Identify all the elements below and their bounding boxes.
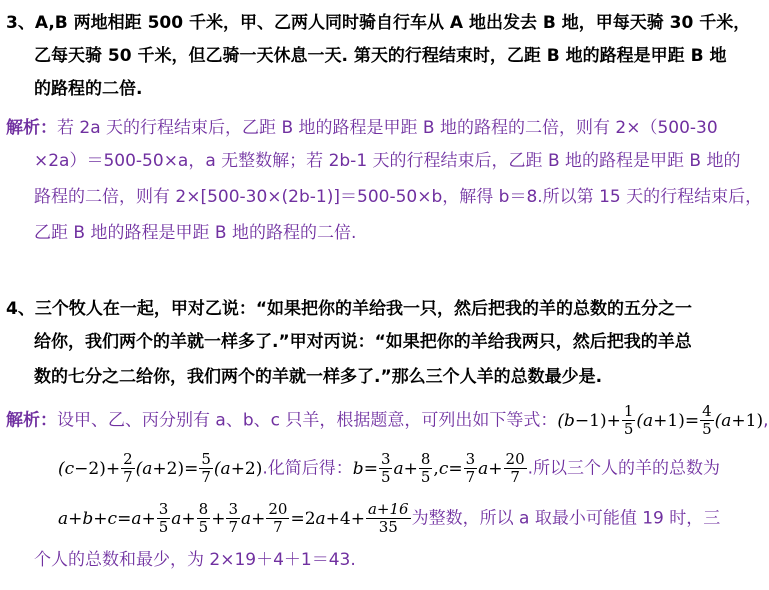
- text-simplify: .化简后得：: [262, 458, 353, 479]
- analysis-text-1: 设甲、乙、丙分别有 a、b、c 只羊，根据题意，可列出如下等式：: [57, 410, 558, 431]
- fraction: $\frac{20}{7}$: [505, 450, 525, 486]
- analysis-text-1: 若 2a 天的行程结束后，乙距 B 地的路程是甲距 B 地的路程的二倍，则有 2×（500-30: [57, 118, 718, 138]
- fraction: $\frac{a+16}{35}$: [367, 500, 409, 536]
- equation-sum: a+b+c=a+ $\frac{3}{5}$ a+ $\frac{8}{5}$ + $\frac{3}{7}$ a+ $\frac{20}{7}$ =2a+4+ $\frac{a+16}{35}$: [58, 500, 409, 536]
- fraction: $\frac{3}{5}$: [158, 500, 169, 536]
- problem-4-text-3: 数的七分之二给你，我们两个的羊就一样多了.”那么三个人羊的总数最少是.: [34, 367, 603, 387]
- problem-4-analysis-line-4: 个人的总数和最少，为 2×19＋4＋1＝43.: [34, 550, 356, 570]
- fraction: $\frac{3}{5}$: [380, 450, 391, 486]
- fraction: $\frac{3}{7}$: [465, 450, 476, 486]
- problem-3-line-1: [6, 12, 750, 34]
- problem-4-text-1: 三个牧人在一起，甲对乙说：“如果把你的羊给我一只，然后把我的羊的总数的五分之一: [34, 299, 693, 319]
- text-total: .所以三个人的羊的总数为: [527, 458, 721, 479]
- problem-3-analysis-line-3: 路程的二倍，则有 2×[500-30×(2b-1)]＝500-50×b，解得 b＝8.所以第 15 天的行程结束后，: [34, 187, 763, 207]
- problem-3-text-3: 的路程的二倍.: [34, 79, 143, 99]
- problem-3-text-1: A,B 两地相距 500 千米，甲、乙两人同时骑自行车从 A 地出发去 B 地，甲每天骑 30 千米，: [34, 13, 751, 33]
- text-integer: 为整数，所以 a 取最小可能值 19 时，三: [411, 508, 721, 529]
- problem-3-text-2: 乙每天骑 50 千米，但乙骑一天休息一天. 第天的行程结束时，乙距 B 地的路程是甲距 B 地: [34, 46, 727, 66]
- fraction: $\frac{8}{5}$: [198, 500, 209, 536]
- problem-3-analysis-line-1: [6, 117, 718, 139]
- problem-3-analysis-line-4: 乙距 B 地的路程是甲距 B 地的路程的二倍.: [34, 223, 357, 243]
- fraction: $\frac{3}{7}$: [228, 500, 238, 536]
- problem-3-number: 3、: [6, 13, 35, 33]
- problem-4-analysis-line-2: [58, 451, 720, 486]
- fraction: $\frac{8}{5}$: [420, 450, 431, 486]
- equation-1: (b−1)+ $\frac{1}{5}$ (a+1)= $\frac{4}{5}$ (a+1): [557, 402, 764, 438]
- fraction: $\frac{20}{7}$: [268, 500, 288, 536]
- problem-4-analysis-line-3: [58, 501, 720, 536]
- problem-4-analysis-line-1: 解析：设甲、乙、丙分别有 a、b、c 只羊，根据题意，可列出如下等式：(b−1)+ $\frac{1}{5}$ (a+1)= $\frac{4}{5}$ (a+1),: [6, 402, 769, 438]
- analysis-label: 解析：: [6, 118, 57, 138]
- fraction: $\frac{2}{7}$: [123, 450, 133, 486]
- fraction: $\frac{1}{5}$: [623, 402, 634, 438]
- problem-4-number: 4、: [6, 299, 35, 319]
- equation-simplified: b= $\frac{3}{5}$ a+ $\frac{8}{5}$ ,c= $\frac{3}{7}$ a+ $\frac{20}{7}$: [352, 450, 525, 486]
- problem-4-line-1: [6, 298, 692, 320]
- analysis-label: 解析：: [6, 410, 57, 431]
- equation-2: (c−2)+ $\frac{2}{7}$ (a+2)= $\frac{5}{7}$ (a+2): [58, 450, 263, 486]
- problem-4-text-2: 给你，我们两个的羊就一样多了.”甲对丙说：“如果把你的羊给我两只，然后把我的羊总: [34, 332, 692, 352]
- problem-3-analysis-line-2: ×2a）＝500-50×a，a 无整数解；若 2b-1 天的行程结束后，乙距 B 地的路程是甲距 B 地的: [34, 151, 741, 171]
- fraction: $\frac{5}{7}$: [201, 450, 211, 486]
- fraction: $\frac{4}{5}$: [702, 402, 712, 438]
